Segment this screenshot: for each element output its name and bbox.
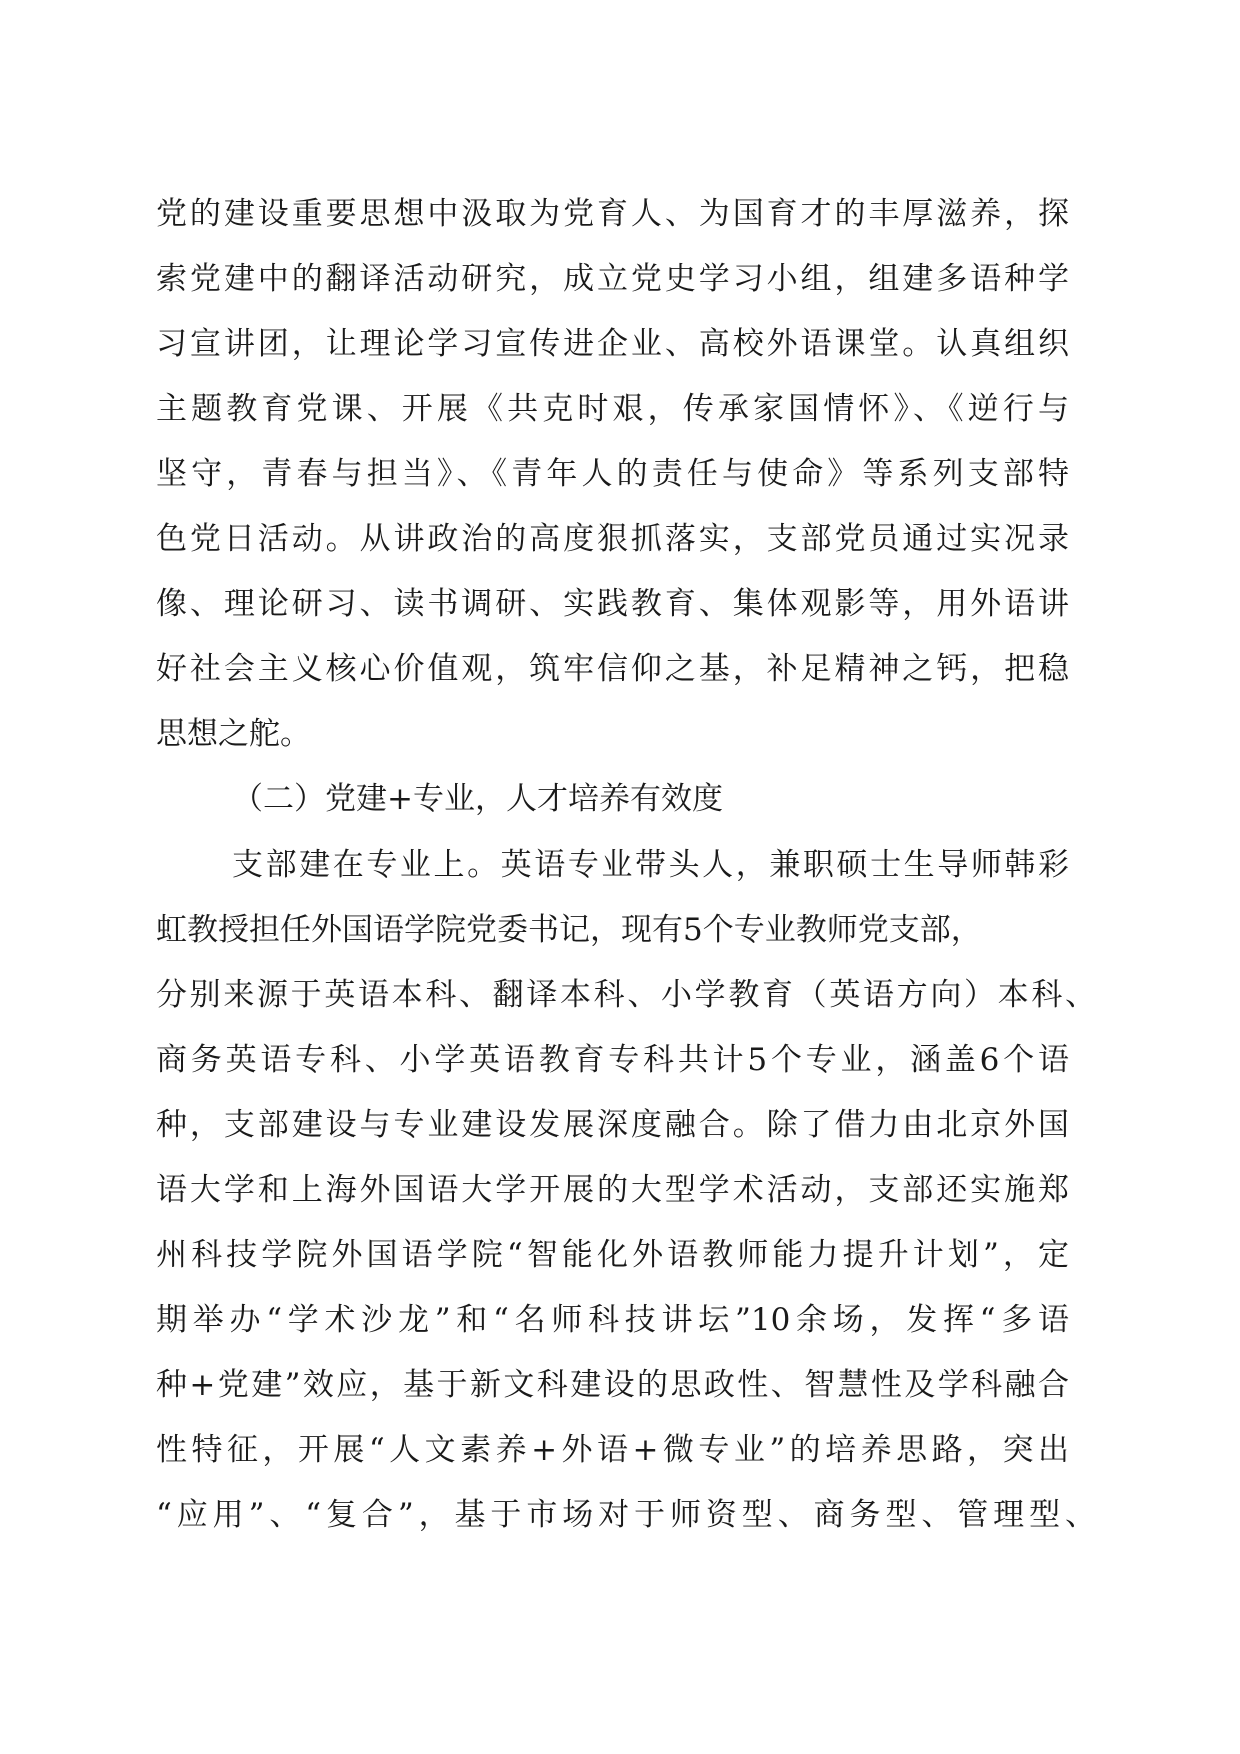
paragraph-line: 坚守，青春与担当》、《青年人的责任与使命》等系列支部特 [156, 456, 1069, 492]
paragraph-line: 支部建在专业上。英语专业带头人，兼职硕士生导师韩彩 [232, 847, 1069, 883]
paragraph-line: 性特征，开展“人文素养+外语+微专业”的培养思路，突出 [156, 1432, 1069, 1468]
paragraph-line: 思想之舵。 [156, 716, 311, 752]
paragraph-line: 像、理论研习、读书调研、实践教育、集体观影等，用外语讲 [156, 586, 1069, 622]
section-heading: （二）党建+专业，人才培养有效度 [232, 781, 723, 817]
paragraph-line: 州科技学院外国语学院“智能化外语教师能力提升计划”，定 [156, 1237, 1069, 1273]
paragraph-line: 期举办“学术沙龙”和“名师科技讲坛”10余场，发挥“多语 [156, 1302, 1069, 1338]
paragraph-line: 索党建中的翻译活动研究，成立党史学习小组，组建多语种学 [156, 261, 1069, 297]
paragraph-line: 虹教授担任外国语学院党委书记，现有5个专业教师党支部， [156, 912, 982, 948]
paragraph-line: 分别来源于英语本科、翻译本科、小学教育（英语方向）本科、 [156, 977, 1096, 1013]
paragraph-line: 种，支部建设与专业建设发展深度融合。除了借力由北京外国 [156, 1107, 1069, 1143]
paragraph-line: 种+党建”效应，基于新文科建设的思政性、智慧性及学科融合 [156, 1367, 1069, 1403]
paragraph-line: 色党日活动。从讲政治的高度狠抓落实，支部党员通过实况录 [156, 521, 1069, 557]
paragraph-line: 好社会主义核心价值观，筑牢信仰之基，补足精神之钙，把稳 [156, 651, 1069, 687]
paragraph-line: 习宣讲团，让理论学习宣传进企业、高校外语课堂。认真组织 [156, 326, 1069, 362]
paragraph-line: 语大学和上海外国语大学开展的大型学术活动，支部还实施郑 [156, 1172, 1069, 1208]
paragraph-line: 商务英语专科、小学英语教育专科共计5个专业，涵盖6个语 [156, 1042, 1069, 1078]
paragraph-line: 主题教育党课、开展《共克时艰，传承家国情怀》、《逆行与 [156, 391, 1069, 427]
paragraph-line: 党的建设重要思想中汲取为党育人、为国育才的丰厚滋养，探 [156, 196, 1069, 232]
paragraph-line: “应用”、“复合”，基于市场对于师资型、商务型、管理型、 [156, 1497, 1096, 1533]
